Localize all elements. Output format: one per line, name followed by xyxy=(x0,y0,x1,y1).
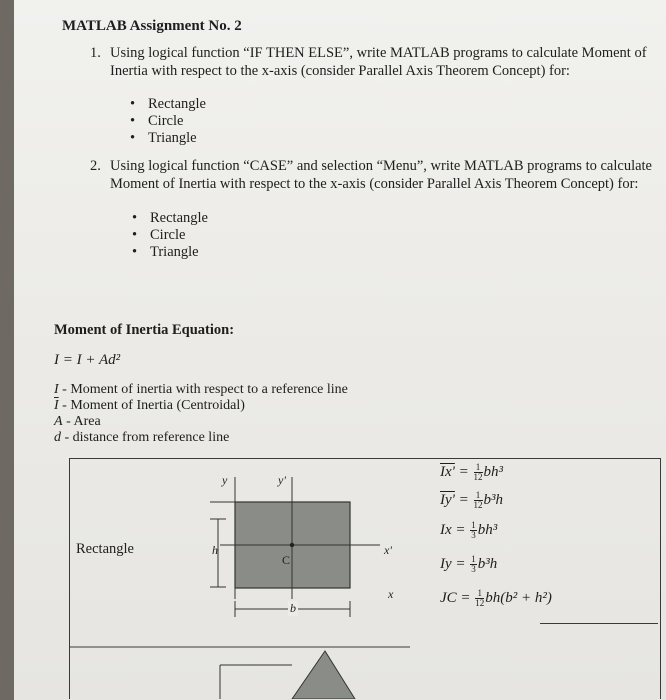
question-2-shape-circle: • Circle xyxy=(132,227,186,243)
definition-item: A - Area xyxy=(54,414,101,429)
moment-equation: I = I + Ad² xyxy=(54,352,121,368)
formula-ix-centroid: Ix' = $\frac{1}{12}$ bh³ xyxy=(440,462,503,482)
label-h: h xyxy=(212,543,218,557)
rectangle-diagram xyxy=(70,459,410,699)
formula-polar-jc: JC = $\frac{1}{12}$ bh(b² + h²) xyxy=(440,588,552,608)
question-1-shape-rectangle: • Rectangle xyxy=(130,96,206,112)
question-2-line-2: Moment of Inertia with respect to the x-axis (consider Parallel Axis Theorem Concept) for: xyxy=(110,176,639,192)
document-page xyxy=(14,0,666,700)
label-y-prime: y' xyxy=(278,473,286,487)
equation-heading: Moment of Inertia Equation: xyxy=(54,322,235,338)
question-2-number: 2. xyxy=(90,158,101,174)
label-b: b xyxy=(290,601,296,615)
formula-divider xyxy=(540,623,658,624)
definition-item: I - Moment of inertia with respect to a reference line xyxy=(54,382,348,397)
definition-item: d - distance from reference line xyxy=(54,430,230,445)
question-1-shape-triangle: • Triangle xyxy=(130,130,197,146)
triangle-shape-partial xyxy=(292,651,355,699)
definition-item: $\overline{I}$ - Moment of Inertia (Centroidal) xyxy=(54,398,245,413)
question-2-shape-rectangle: • Rectangle xyxy=(132,210,208,226)
row-label-rectangle: Rectangle xyxy=(76,541,134,557)
question-1-number: 1. xyxy=(90,45,101,61)
centroid-dot xyxy=(290,543,294,547)
question-1-line-2: Inertia with respect to the x-axis (consider Parallel Axis Theorem Concept) for: xyxy=(110,63,570,79)
question-2-line-1: Using logical function “CASE” and selection “Menu”, write MATLAB programs to calculate xyxy=(110,158,652,174)
assignment-title: MATLAB Assignment No. 2 xyxy=(62,18,242,34)
question-1-shape-circle: • Circle xyxy=(130,113,184,129)
formula-iy: Iy = $\frac{1}{3}$ b³h xyxy=(440,554,498,574)
label-x-prime: x' xyxy=(384,543,392,557)
label-x: x xyxy=(388,587,394,601)
label-centroid: C xyxy=(282,553,291,567)
formula-iy-centroid: Iy' = $\frac{1}{12}$ b³h xyxy=(440,490,503,510)
question-1-line-1: Using logical function “IF THEN ELSE”, write MATLAB programs to calculate Moment of xyxy=(110,45,647,61)
shape-table xyxy=(69,458,661,699)
formula-ix: Ix = $\frac{1}{3}$ bh³ xyxy=(440,520,498,540)
question-2-shape-triangle: • Triangle xyxy=(132,244,199,260)
label-y: y xyxy=(222,473,228,487)
